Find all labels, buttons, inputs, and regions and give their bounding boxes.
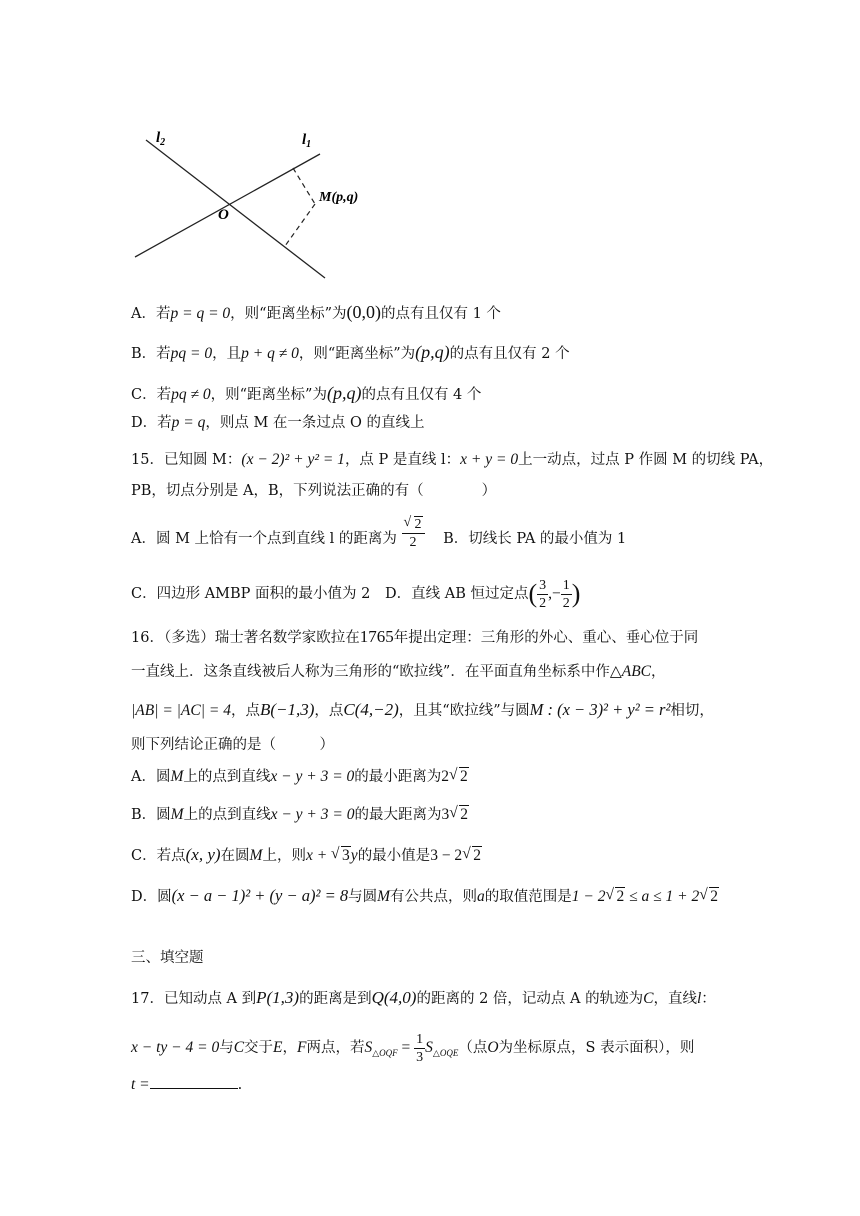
- q17-line2: x − ty − 4 = 0与C交于E，F两点，若$S_{\triangle OQF}$ = $\frac{1}{3}$ $S_{\triangle OQE}$（点O为坐标原点，S 表示面积），则: [131, 1031, 695, 1065]
- q17-line1: 17．已知动点 A 到P(1,3)的距离是到Q(4,0)的距离的 2 倍，记动点 A 的轨迹为C，直线l：: [131, 988, 716, 1007]
- q15-stem-line2: PB，切点分别是 A，B，下列说法正确的有（ ）: [131, 483, 497, 499]
- q16-stem-line2: 一直线上．这条直线被后人称为三角形的“欧拉线”．在平面直角坐标系中作△ABC，: [131, 663, 666, 680]
- label-point-m: M(p,q): [319, 190, 359, 205]
- q15-options-ab: A．圆 M 上恰有一个点到直线 l 的距离为 √ $\frac{2}{2}$ B．切线长 PA 的最小值为 1: [131, 520, 626, 558]
- q16-option-d: D．圆(x − a − 1)² + (y − a)² = 8与圆M有公共点，则a的取值范围是1 − 2√ 2 ≤ a ≤ 1 + 2√ 2: [131, 886, 719, 907]
- label-l1: $l_1$: [302, 132, 312, 150]
- q14-option-a: A．若p = q = 0，则“距离坐标”为(0,0)的点有且仅有 1 个: [131, 302, 501, 322]
- answer-blank[interactable]: [150, 1074, 238, 1089]
- q14-option-d: D．若p = q，则点 M 在一条过点 O 的直线上: [131, 414, 425, 431]
- q16-option-c: C．若点(x, y)在圆M上，则x + √ 3y的最小值是3 − 2√ 2: [131, 845, 482, 866]
- perpendicular-1: [293, 168, 315, 204]
- label-origin: O: [218, 207, 229, 223]
- q16-stem-line3: |AB| = |AC| = 4，点B(−1,3)，点C(4,−2)，且其“欧拉线”与圆M : (x − 3)² + y² = r²相切，: [131, 700, 714, 719]
- q14-option-c: C．若pq ≠ 0，则“距离坐标”为(p,q)的点有且仅有 4 个: [131, 383, 482, 403]
- q16-stem-line4: 则下列结论正确的是（ ）: [131, 737, 334, 753]
- q16-option-b: B．圆M上的点到直线x − y + 3 = 0的最大距离为3√ 2: [131, 805, 469, 825]
- q16-stem-line1: 16．（多选）瑞士著名数学家欧拉在1765年提出定理：三角形的外心、重心、垂心位于同: [131, 627, 699, 646]
- q15-stem-line1: 15．已知圆 M：(x − 2)² + y² = 1，点 P 是直线 l：x + y = 0上一动点，过点 P 作圆 M 的切线 PA，: [131, 451, 774, 468]
- coordinate-figure: [130, 118, 390, 288]
- q14-option-b: B．若pq = 0，且p + q ≠ 0，则“距离坐标”为(p,q)的点有且仅有 2 个: [131, 342, 570, 362]
- q15-options-cd: C．四边形 AMBP 面积的最小值为 2 D．直线 AB 恒过定点( $\frac{3}{2}$ ,− $\frac{1}{2}$ ): [131, 577, 581, 611]
- section-title: 三、填空题: [131, 950, 204, 966]
- label-l2: $l_2$: [156, 130, 166, 148]
- line-l2: [146, 140, 325, 278]
- q17-line3: t = .: [131, 1076, 243, 1093]
- q16-option-a: A．圆M上的点到直线x − y + 3 = 0的最小距离为2√ 2: [131, 767, 469, 787]
- line-l1: [135, 154, 320, 257]
- perpendicular-2: [285, 204, 315, 246]
